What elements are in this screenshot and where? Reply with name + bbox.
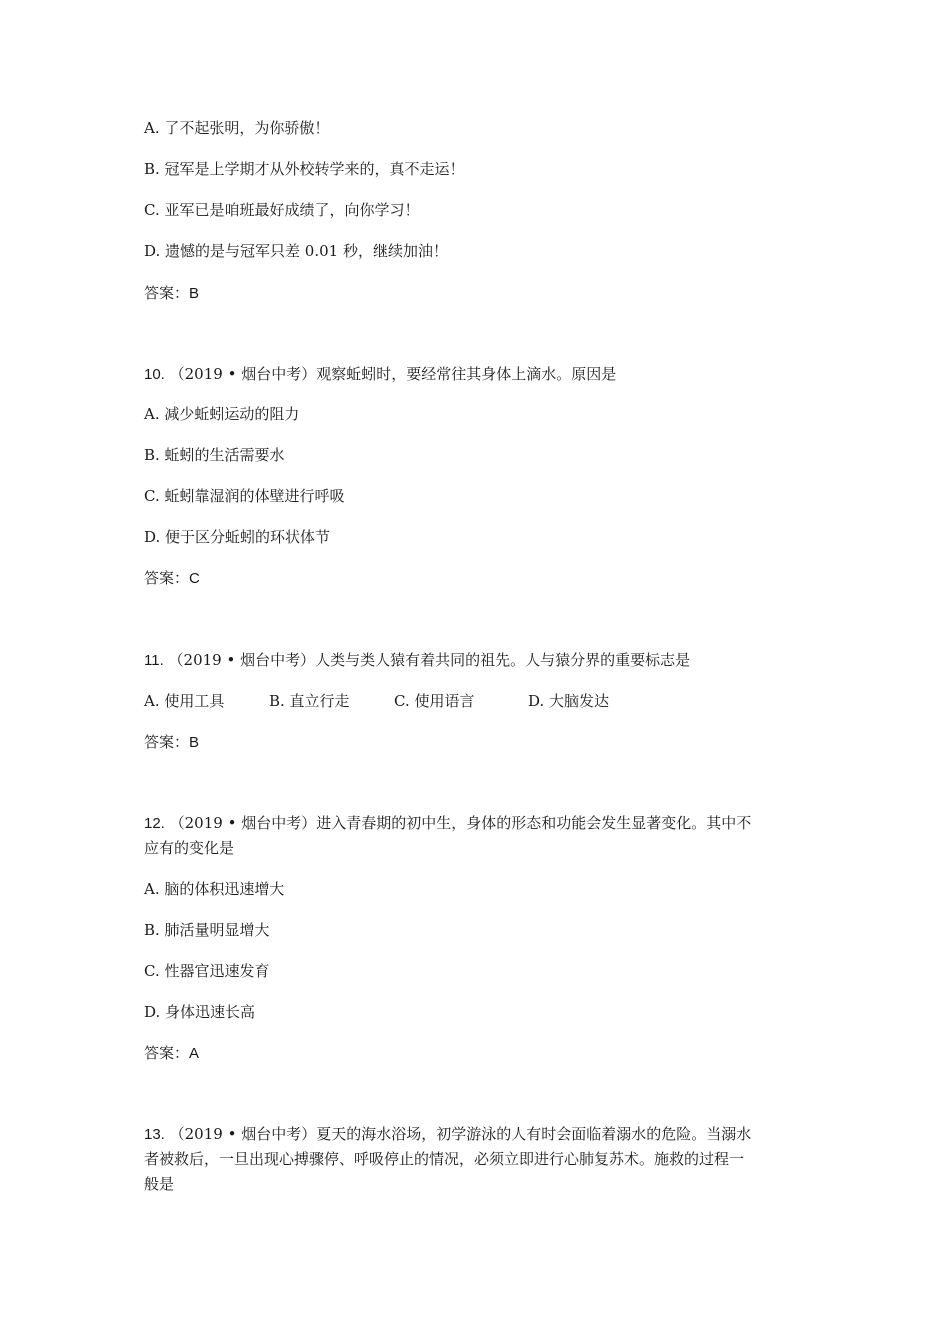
q12-option-c: C. 性器官迅速发育 <box>144 962 270 980</box>
question-source: （2019 • 烟台中考） <box>169 814 317 832</box>
q11-option-d: D. 大脑发达 <box>528 692 610 710</box>
question-number: 10. <box>144 366 165 383</box>
q11-option-a: A. 使用工具 <box>144 692 225 710</box>
answer-value: A <box>189 1045 200 1062</box>
q9-option-c: C. 亚军已是咱班最好成绩了，向你学习！ <box>144 201 420 219</box>
q13-stem-line1 <box>144 1124 751 1145</box>
q11-stem <box>144 650 690 671</box>
q12-option-d: D. 身体迅速长高 <box>144 1003 256 1021</box>
question-number: 12. <box>144 815 165 832</box>
q9-option-a: A. 了不起张明，为你骄傲！ <box>144 119 330 137</box>
answer-label: 答案： <box>144 569 190 587</box>
q11-answer <box>144 732 199 753</box>
answer-value: C <box>189 570 200 587</box>
question-number: 13. <box>144 1126 165 1143</box>
q9-answer <box>144 283 199 304</box>
answer-value: B <box>189 285 200 302</box>
q11-options-row <box>144 691 664 711</box>
q10-option-c: C. 蚯蚓靠湿润的体壁进行呼吸 <box>144 487 345 505</box>
q9-option-b: B. 冠军是上学期才从外校转学来的，真不走运！ <box>144 160 465 178</box>
document-page <box>144 0 814 1344</box>
q12-answer <box>144 1043 199 1064</box>
question-text: 夏天的海水浴场，初学游泳的人有时会面临着溺水的危险。当溺水 <box>316 1125 752 1143</box>
answer-label: 答案： <box>144 1044 190 1062</box>
q12-option-a: A. 脑的体积迅速增大 <box>144 880 285 898</box>
q10-option-b: B. 蚯蚓的生活需要水 <box>144 446 285 464</box>
answer-value: B <box>189 734 200 751</box>
question-text: 人类与类人猿有着共同的祖先。人与猿分界的重要标志是 <box>315 651 691 669</box>
question-number: 11. <box>144 652 164 669</box>
q11-option-b: B. 直立行走 <box>269 692 350 710</box>
q10-answer <box>144 568 200 589</box>
question-text: 观察蚯蚓时，要经常往其身体上滴水。原因是 <box>316 365 617 383</box>
q13-stem-line2: 者被救后，一旦出现心搏骤停、呼吸停止的情况，必须立即进行心肺复苏术。施救的过程一 <box>144 1150 745 1168</box>
q13-stem-line3: 般是 <box>144 1175 175 1193</box>
q9-option-d: D. 遗憾的是与冠军只差 0.01 秒，继续加油！ <box>144 242 448 260</box>
question-source: （2019 • 烟台中考） <box>169 1125 317 1143</box>
q10-stem <box>144 364 616 385</box>
answer-label: 答案： <box>144 284 190 302</box>
question-source: （2019 • 烟台中考） <box>168 651 316 669</box>
q12-stem-line1 <box>144 813 751 834</box>
question-text: 进入青春期的初中生，身体的形态和功能会发生显著变化。其中不 <box>316 814 752 832</box>
answer-label: 答案： <box>144 733 190 751</box>
q10-option-d: D. 便于区分蚯蚓的环状体节 <box>144 528 331 546</box>
question-source: （2019 • 烟台中考） <box>169 365 317 383</box>
q12-option-b: B. 肺活量明显增大 <box>144 921 270 939</box>
q12-stem-line2: 应有的变化是 <box>144 839 235 857</box>
q10-option-a: A. 减少蚯蚓运动的阻力 <box>144 405 300 423</box>
q11-option-c: C. 使用语言 <box>394 692 475 710</box>
